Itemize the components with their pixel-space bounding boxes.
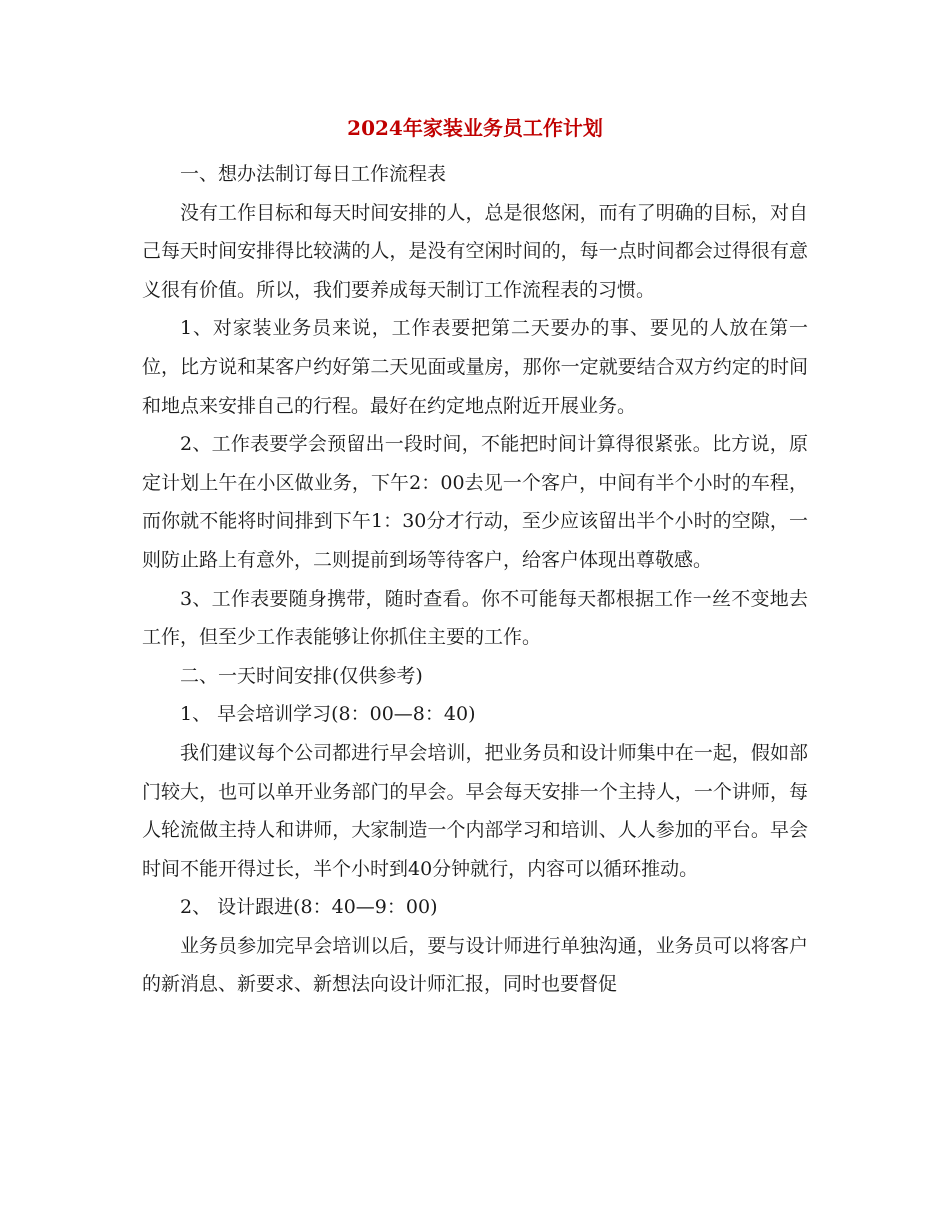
subsection-heading: 1、 早会培训学习(8：00—8：40): [180, 703, 476, 726]
section-heading-2: 二、一天时间安排(仅供参考): [180, 664, 423, 687]
paragraph: 没有工作目标和每天时间安排的人，总是很悠闲，而有了明确的目标，对自己每天时间安排得比较满的人，是没有空闲时间的，每一点时间都会过得很有意义很有价值。所以，我们要养成每天制订工作流程表的习惯。: [142, 201, 808, 301]
document-title: 2024年家装业务员工作计划: [347, 116, 603, 140]
paragraph: 3、工作表要随身携带，随时查看。你不可能每天都根据工作一丝不变地去工作，但至少工作表能够让你抓住主要的工作。: [142, 587, 808, 649]
subsection-heading: 2、 设计跟进(8：40—9：00): [180, 896, 438, 919]
paragraph: 我们建议每个公司都进行早会培训，把业务员和设计师集中在一起，假如部门较大，也可以单开业务部门的早会。早会每天安排一个主持人，一个讲师，每人轮流做主持人和讲师，大家制造一个内部学习和培训、人人参加的平台。早会时间不能开得过长，半个小时到40分钟就行，内容可以循环推动。: [142, 741, 808, 880]
paragraph: 2、工作表要学会预留出一段时间，不能把时间计算得很紧张。比方说，原定计划上午在小区做业务，下午2：00去见一个客户，中间有半个小时的车程，而你就不能将时间排到下午1：30分才行动，至少应该留出半个小时的空隙，一则防止路上有意外，二则提前到场等待客户，给客户体现出尊敬感。: [142, 433, 808, 571]
section-heading-1: 一、想办法制订每日工作流程表: [180, 163, 447, 185]
document-body: [142, 155, 808, 1004]
paragraph: 1、对家装业务员来说，工作表要把第二天要办的事、要见的人放在第一位，比方说和某客户约好第二天见面或量房，那你一定就要结合双方约定的时间和地点来安排自己的行程。最好在约定地点附近开展业务。: [142, 317, 808, 417]
paragraph: 业务员参加完早会培训以后，要与设计师进行单独沟通，业务员可以将客户的新消息、新要求、新想法向设计师汇报，同时也要督促: [142, 934, 808, 996]
